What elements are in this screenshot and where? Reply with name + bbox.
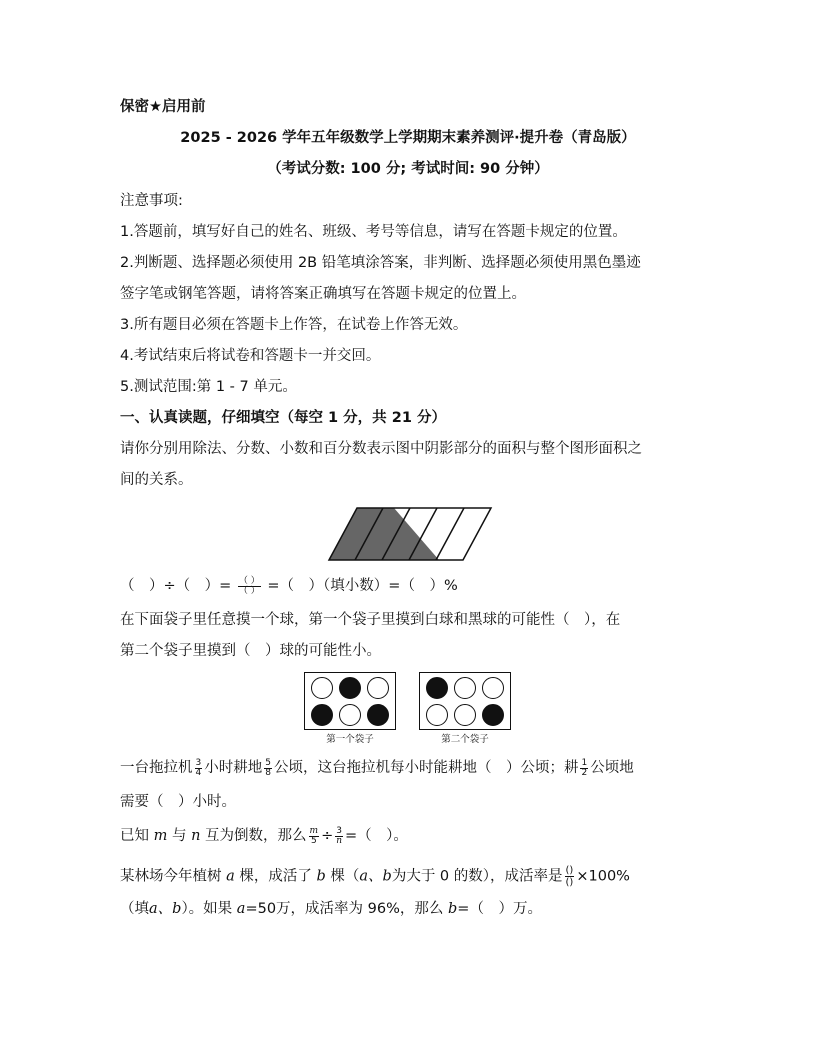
q4-text: 与 bbox=[171, 828, 187, 844]
parallelogram-figure bbox=[326, 505, 494, 563]
bag1-ball bbox=[367, 704, 389, 726]
q5-text: 某林场今年植树 bbox=[120, 868, 222, 885]
variable-a: a bbox=[226, 868, 235, 885]
q1-text: 请你分别用除法、分数、小数和百分数表示图中阴影部分的面积与整个图形面积之 bbox=[120, 441, 642, 457]
fraction-m-5 bbox=[309, 827, 320, 846]
variable-n: n bbox=[191, 828, 201, 844]
survival-rate-fraction bbox=[565, 865, 575, 888]
section-heading: 一、认真读题，仔细填空（每空 1 分，共 21 分） bbox=[120, 410, 446, 426]
q1-fraction bbox=[238, 577, 261, 596]
bag2-ball bbox=[482, 704, 504, 726]
note-item: 2.判断题、选择题必须使用 2B 铅笔填涂答案，非判断、选择题必须使用黑色墨迹 bbox=[120, 255, 641, 271]
q5-text: =50万，成活率为 96%，那么 bbox=[245, 901, 444, 917]
note-item: 1.答题前，填写好自己的姓名、班级、考号等信息，请写在答题卡规定的位置。 bbox=[120, 224, 627, 240]
exam-subtitle: （考试分数: 100 分; 考试时间: 90 分钟） bbox=[267, 161, 549, 177]
bag-2 bbox=[419, 672, 511, 730]
divide-operator: ÷ bbox=[321, 828, 334, 844]
fraction-denominator: （ ） bbox=[238, 585, 260, 596]
bag1-ball bbox=[339, 704, 361, 726]
variable-b: b bbox=[316, 868, 326, 885]
q3-text: 一台拖拉机 bbox=[120, 760, 193, 776]
fraction-denominator: 8 bbox=[265, 767, 271, 778]
q5-text: （填 bbox=[120, 901, 149, 917]
fraction-3-4 bbox=[195, 759, 203, 778]
q3-line2: 需要（ ）小时。 bbox=[120, 794, 236, 810]
variable-b: b bbox=[448, 901, 458, 917]
confidential-label: 保密★启用前 bbox=[120, 99, 206, 115]
bag1-ball bbox=[311, 704, 333, 726]
note-item: 3.所有题目必须在答题卡上作答，在试卷上作答无效。 bbox=[120, 317, 468, 333]
q5-line1 bbox=[120, 865, 630, 888]
variables-a-b: a、b bbox=[359, 868, 392, 885]
q3-text: 小时耕地 bbox=[204, 760, 263, 776]
fraction-denominator: 5 bbox=[310, 835, 317, 846]
bag1-caption: 第一个袋子 bbox=[326, 734, 374, 745]
bag2-ball bbox=[426, 704, 448, 726]
bag2-ball bbox=[454, 677, 476, 699]
q5-text: 棵，成活了 bbox=[239, 868, 312, 885]
fraction-numerator: () bbox=[565, 865, 574, 876]
bag2-ball bbox=[426, 677, 448, 699]
q5-line2 bbox=[120, 899, 542, 919]
q5-text: ×100% bbox=[576, 868, 630, 885]
note-item: 5.测试范围:第 1 - 7 单元。 bbox=[120, 379, 297, 395]
fraction-denominator: 4 bbox=[195, 767, 202, 778]
bag1-ball bbox=[339, 677, 361, 699]
q1-answer-line bbox=[120, 576, 458, 596]
fraction-3-n bbox=[335, 827, 343, 846]
fraction-denominator: 2 bbox=[581, 767, 588, 778]
bag2-ball bbox=[454, 704, 476, 726]
fraction-numerator: 5 bbox=[265, 757, 271, 768]
variable-m: m bbox=[153, 828, 168, 844]
q4-text: 已知 bbox=[120, 828, 149, 844]
bag1-ball bbox=[311, 677, 333, 699]
q3-line1 bbox=[120, 758, 634, 778]
fraction-1-2 bbox=[580, 759, 588, 778]
fraction-denominator: n bbox=[336, 835, 343, 846]
bag1-ball bbox=[367, 677, 389, 699]
fraction-numerator: m bbox=[309, 825, 319, 836]
q1-answer-part2: =（ ）（填小数）=（ ）% bbox=[267, 578, 458, 594]
fraction-denominator: () bbox=[565, 877, 574, 888]
q4-line bbox=[120, 826, 408, 846]
fraction-numerator: 3 bbox=[195, 757, 202, 768]
q5-text: 棵（ bbox=[330, 868, 360, 885]
q1-text: 间的关系。 bbox=[120, 472, 193, 488]
fraction-5-8 bbox=[264, 759, 272, 778]
bag2-caption: 第二个袋子 bbox=[441, 734, 489, 745]
q1-answer-part1: （ ）÷（ ）= bbox=[120, 578, 232, 594]
fraction-numerator: 1 bbox=[581, 757, 588, 768]
q2-text: 第二个袋子里摸到（ ）球的可能性小。 bbox=[120, 643, 381, 659]
fraction-numerator: （ ） bbox=[238, 575, 260, 586]
q5-text: =（ ）万。 bbox=[457, 901, 542, 917]
q4-text: =（ ）。 bbox=[345, 828, 408, 844]
q4-text: 互为倒数，那么 bbox=[205, 828, 307, 844]
variable-a: a bbox=[236, 901, 246, 917]
variables-a-b: a、b bbox=[149, 901, 182, 917]
note-item: 4.考试结束后将试卷和答题卡一并交回。 bbox=[120, 348, 381, 364]
note-item: 签字笔或钢笔答题，请将答案正确填写在答题卡规定的位置上。 bbox=[120, 286, 526, 302]
q3-text: 公顷，这台拖拉机每小时能耕地（ ）公顷；耕 bbox=[273, 760, 579, 776]
q2-text: 在下面袋子里任意摸一个球，第一个袋子里摸到白球和黑球的可能性（ ），在 bbox=[120, 612, 621, 628]
bag2-ball bbox=[482, 677, 504, 699]
q5-text: 为大于 0 的数），成活率是 bbox=[391, 868, 563, 885]
bag-1 bbox=[304, 672, 396, 730]
q3-text: 公顷地 bbox=[590, 760, 634, 776]
exam-title: 2025 - 2026 学年五年级数学上学期期末素养测评·提升卷（青岛版） bbox=[180, 130, 636, 146]
notes-heading: 注意事项: bbox=[120, 193, 183, 209]
fraction-numerator: 3 bbox=[336, 825, 342, 836]
q5-text: ）。如果 bbox=[181, 901, 233, 917]
